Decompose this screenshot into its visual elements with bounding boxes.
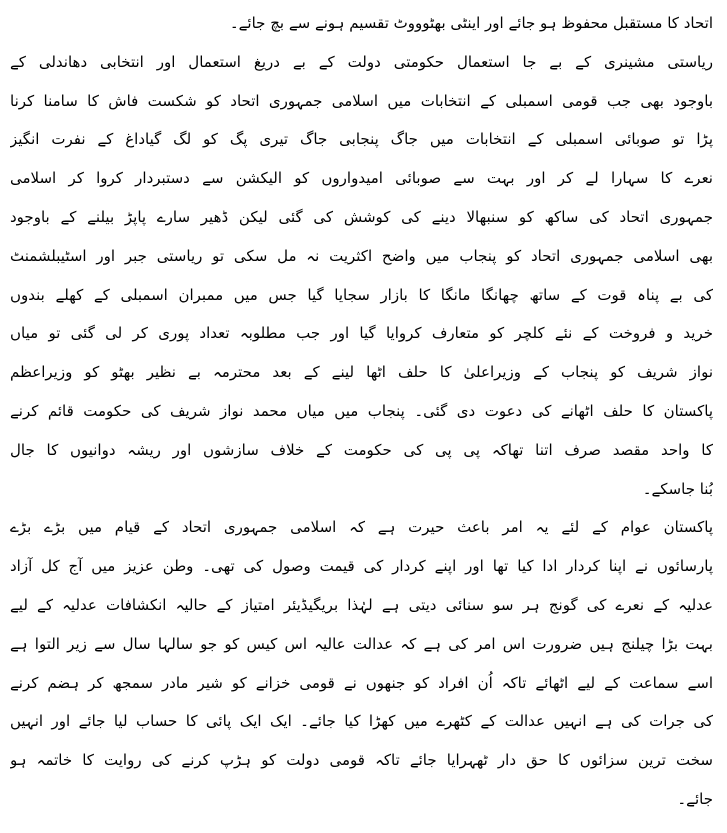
text-line: خرید و فروخت کے نئے کلچر کو متعارف کروایا گیا اور جب مطلوبہ تعداد پوری کر لی گئی تو میاں	[10, 324, 713, 343]
text-line: اسے سماعت کے لیے اٹھائے تاکہ اُن افراد کو جنھوں نے قومی خزانے کو شیر مادر سمجھ کر ہضم کرنے	[10, 673, 713, 692]
paragraph-judiciary	[10, 508, 713, 818]
text-line: پڑا تو صوبائی اسمبلی کے انتخابات میں جاگ پنجابی جاگ تیری پگ کو لگ گیاداغ کے نفرت انگیز	[10, 130, 713, 149]
text-line: کی جرات کی ہے انہیں عدالت کے کٹھرے میں کھڑا کیا جائے۔ ایک ایک پائی کا حساب لیا جائے اور انہیں	[10, 712, 713, 731]
text-line: عدلیہ کے نعرے کی گونج ہر سو سنائی دیتی ہے لہٰذا بریگیڈیئر امتیاز کے حالیہ انکشافات عدلیہ کے لیے	[10, 595, 713, 614]
text-line: ریاستی مشینری کے بے جا استعمال حکومتی دولت کے بے دریغ استعمال اور انتخابی دھاندلی کے	[10, 52, 713, 71]
text-line: جمہوری اتحاد کی ساکھ کو سنبھالا دینے کی کوشش کی گئی لیکن ڈھیر سارے پاپڑ بیلنے کے باوجود	[10, 207, 713, 226]
text-line: پارسائوں نے اپنا کردار ادا کیا تھا اور اپنے کردار کی قیمت وصول کی تھی۔ وطن عزیز میں آج کل آزاد	[10, 557, 713, 576]
text-line: نواز شریف کو پنجاب کے وزیراعلیٰ کا حلف اٹھا لینے کے بعد محترمہ بے نظیر بھٹو کو وزیراعظم	[10, 363, 713, 382]
text-line: بُنا جاسکے۔	[642, 479, 713, 498]
paragraph-alliance-history	[10, 43, 713, 509]
text-line: جائے۔	[677, 789, 713, 808]
paragraph-intro	[10, 4, 713, 43]
text-line: باوجود بھی جب قومی اسمبلی کے انتخابات میں اسلامی جمہوری اتحاد کو شکست فاش کا سامنا کرنا	[10, 91, 713, 110]
text-line: اتحاد کا مستقبل محفوظ ہو جائے اور اینٹی بھٹوووٹ تقسیم ہونے سے بچ جائے۔	[229, 14, 713, 32]
text-line: بہت بڑا چیلنج ہیں ضرورت اس امر کی ہے کہ عدالت عالیہ اس کیس کو جو سالہا سال سے زیر التوا ہے	[10, 634, 713, 653]
text-line: کی بے پناہ قوت کے ساتھ چھانگا مانگا کا بازار سجایا گیا جس میں ممبران اسمبلی کے کھلے بندوں	[10, 285, 713, 304]
text-line: پاکستان عوام کے لئے یہ امر باعث حیرت ہے کہ اسلامی جمہوری اتحاد کے قیام میں بڑے بڑے	[10, 518, 713, 537]
text-line: سخت ترین سزائوں کا حق دار ٹھہرایا جائے تاکہ قومی دولت کو ہڑپ کرنے کی روایت کا خاتمہ ہو	[10, 751, 713, 770]
text-line: کا واحد مقصد صرف اتنا تھاکہ پی پی کی حکومت کے خلاف سازشوں اور ریشہ دوانیوں کا جال	[10, 440, 713, 459]
text-line: نعرے کا سہارا لے کر اور بہت سے صوبائی امیدواروں کو الیکشن سے دستبردار کروا کر اسلامی	[10, 169, 713, 188]
text-line: پاکستان کا حلف اٹھانے کی دعوت دی گئی۔ پنجاب میں میاں محمد نواز شریف کی حکومت قائم کرنے	[10, 401, 713, 420]
text-line: بھی اسلامی جمہوری اتحاد کو پنجاب میں واضح اکثریت نہ مل سکی تو ریاستی جبر اور اسٹیبلشمنٹ	[10, 246, 713, 265]
